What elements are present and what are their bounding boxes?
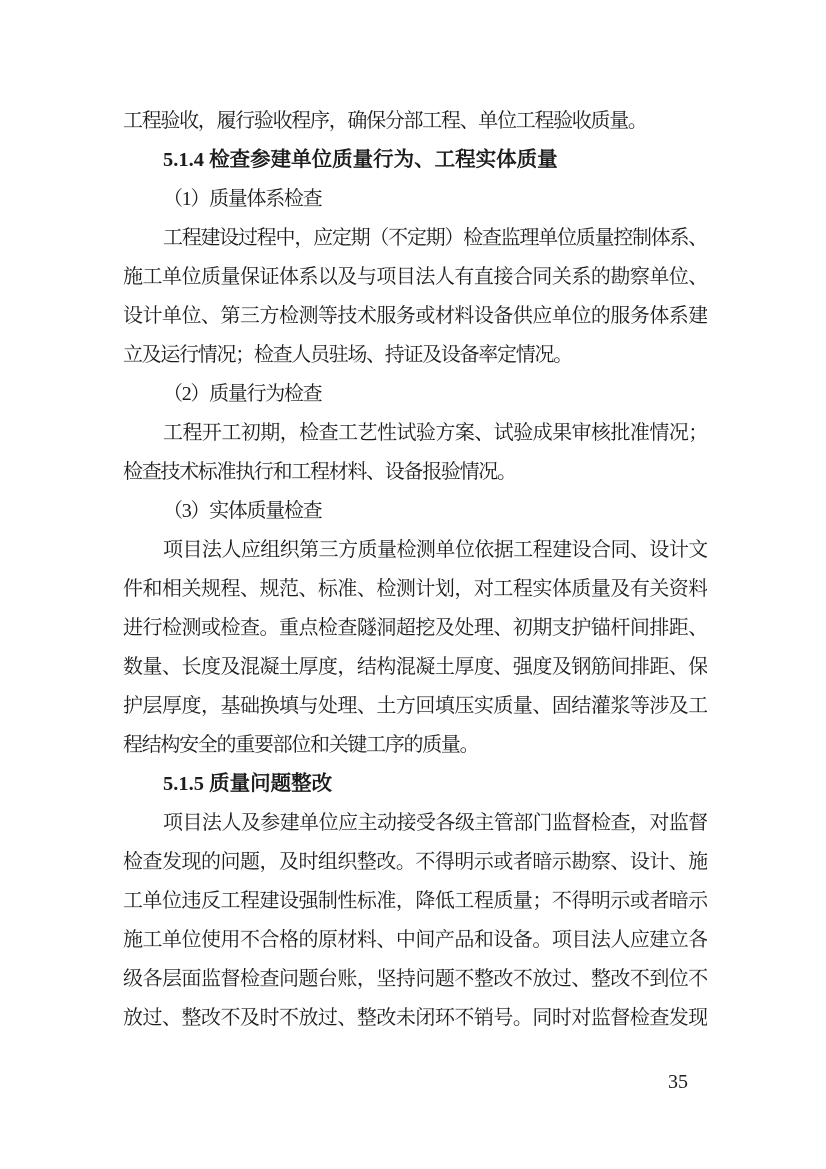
text-line: 施工单位使用不合格的原材料、中间产品和设备。项目法人应建立各 (123, 929, 707, 951)
text-line: 项目法人应组织第三方质量检测单位依据工程建设合同、设计文 (163, 539, 707, 561)
text-line: 工单位违反工程建设强制性标准，降低工程质量；不得明示或者暗示 (123, 890, 707, 912)
text-line: 件和相关规程、规范、标准、检测计划，对工程实体质量及有关资料 (123, 578, 707, 600)
list-item-heading: （2）质量行为检查 (163, 383, 322, 405)
text-line: 工程建设过程中，应定期（不定期）检查监理单位质量控制体系、 (163, 227, 707, 249)
text-line: 工程验收，履行验收程序，确保分部工程、单位工程验收质量。 (123, 110, 647, 132)
list-item-heading: （1）质量体系检查 (163, 188, 322, 210)
text-line: 工程开工初期，检查工艺性试验方案、试验成果审核批准情况； (163, 422, 707, 444)
text-line: 放过、整改不及时不放过、整改未闭环不销号。同时对监督检查发现 (123, 1007, 707, 1029)
text-line: 检查技术标准执行和工程材料、设备报验情况。 (123, 461, 516, 483)
text-line: 护层厚度，基础换填与处理、土方回填压实质量、固结灌浆等涉及工 (123, 695, 707, 717)
text-line: 进行检测或检查。重点检查隧洞超挖及处理、初期支护锚杆间排距、 (123, 617, 707, 639)
text-line: 程结构安全的重要部位和关键工序的质量。 (123, 734, 479, 756)
text-line: 施工单位质量保证体系以及与项目法人有直接合同关系的勘察单位、 (123, 266, 707, 288)
section-heading: 5.1.4 检查参建单位质量行为、工程实体质量 (163, 149, 558, 171)
list-item-heading: （3）实体质量检查 (163, 500, 322, 522)
text-line: 级各层面监督检查问题台账，坚持问题不整改不放过、整改不到位不 (123, 968, 707, 990)
page-number: 35 (668, 1071, 688, 1093)
text-line: 检查发现的问题，及时组织整改。不得明示或者暗示勘察、设计、施 (123, 851, 707, 873)
text-line: 数量、长度及混凝土厚度，结构混凝土厚度、强度及钢筋间排距、保 (123, 656, 707, 678)
section-heading: 5.1.5 质量问题整改 (163, 773, 333, 795)
document-body (123, 102, 707, 1038)
text-line: 设计单位、第三方检测等技术服务或材料设备供应单位的服务体系建 (123, 305, 707, 327)
text-line: 立及运行情况；检查人员驻场、持证及设备率定情况。 (123, 344, 572, 366)
text-line: 项目法人及参建单位应主动接受各级主管部门监督检查，对监督 (163, 812, 707, 834)
